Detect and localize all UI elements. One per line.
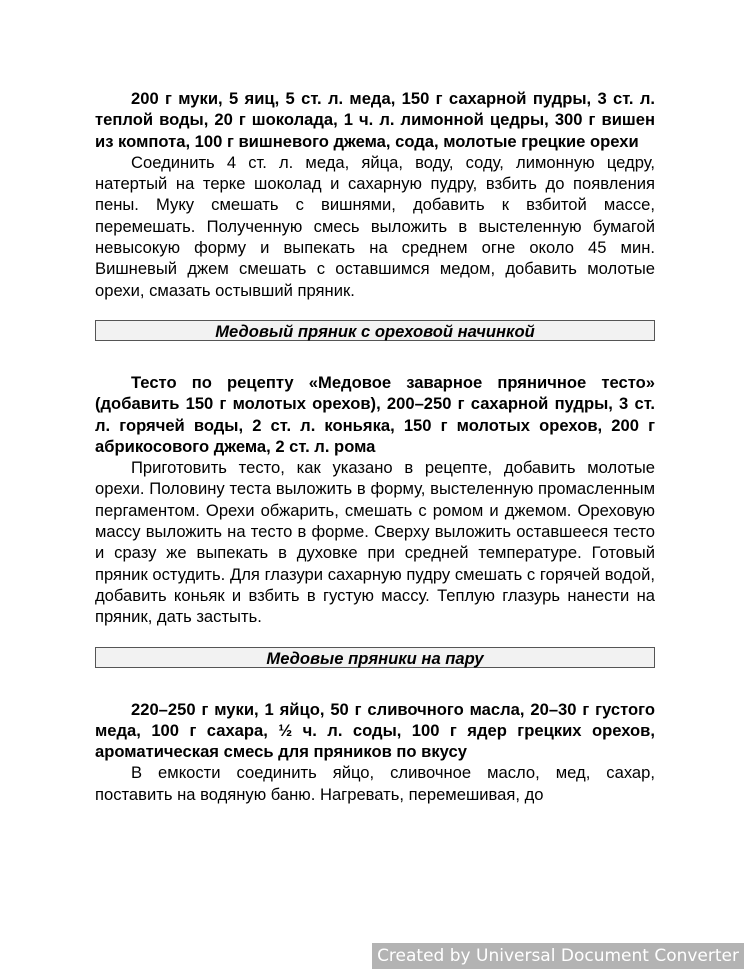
recipe-3-title: Медовые пряники на пару [95, 647, 655, 668]
recipe-2-ingredients: Тесто по рецепту «Медовое заварное пряничное тесто» (добавить 150 г молотых орехов), 200–250 г сахарной пудры, 3 ст. л. горячей воды, 2 ст. л. коньяка, 150 г молотых орехов, 200 г абрикосового джема, 2 ст. л. рома [95, 372, 655, 456]
document-page [95, 88, 655, 805]
recipe-1-method: Соединить 4 ст. л. меда, яйца, воду, соду, лимонную цедру, натертый на терке шоколад и сахарную пудру, взбить до появления пены. Муку смешать с вишнями, добавить к взбитой массе, перемешать. Полученную смесь выложить в выстеленную бумагой невысокую форму и выпекать на среднем огне около 45 мин. Вишневый джем смешать с оставшимся медом, добавить молотые орехи, смазать остывший пряник. [95, 152, 655, 300]
recipe-3-method: В емкости соединить яйцо, сливочное масло, мед, сахар, поставить на водяную баню. Нагревать, перемешивая, до [95, 763, 655, 804]
recipe-1-ingredients: 200 г муки, 5 яиц, 5 ст. л. меда, 150 г сахарной пудры, 3 ст. л. теплой воды, 20 г шоколада, 1 ч. л. лимонной цедры, 300 г вишен из компота, 100 г вишневого джема, сода, молотые грецкие орехи [95, 89, 655, 151]
recipe-3-ingredients: 220–250 г муки, 1 яйцо, 50 г сливочного масла, 20–30 г густого меда, 100 г сахара, ½ ч. л. соды, 100 г ядер грецких орехов, ароматическая смесь для пряников по вкусу [95, 699, 655, 762]
recipe-2-title: Медовый пряник с ореховой начинкой [95, 320, 655, 341]
recipe-2-method: Приготовить тесто, как указано в рецепте, добавить молотые орехи. Половину теста выложить в форму, выстеленную промасленным пергаментом. Орехи обжарить, смешать с ромом и джемом. Ореховую массу выложить на тесто в форме. Сверху выложить оставшееся тесто и сразу же выпекать в духовке при средней температуре. Готовый пряник остудить. Для глазури сахарную пудру смешать с горячей водой, добавить коньяк и взбить в густую массу. Теплую глазурь нанести на пряник, дать застыть. [95, 458, 655, 627]
converter-watermark: Created by Universal Document Converter [372, 943, 744, 969]
